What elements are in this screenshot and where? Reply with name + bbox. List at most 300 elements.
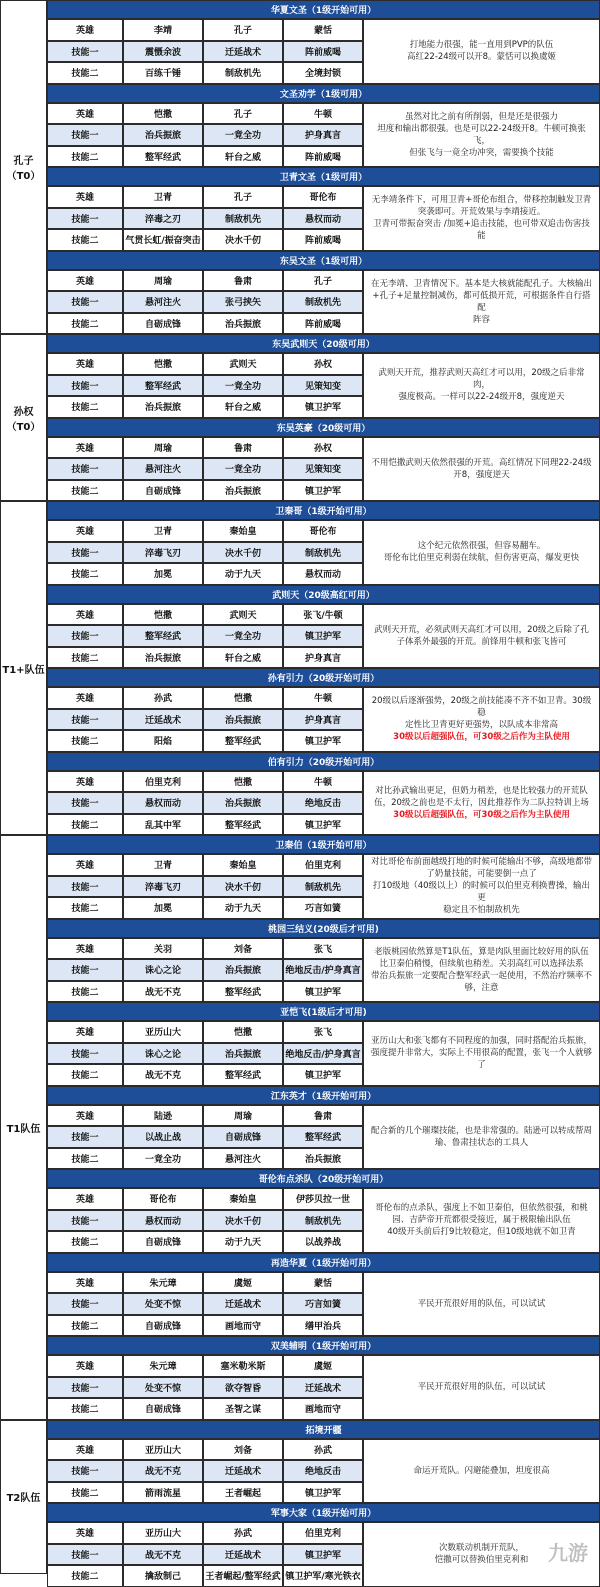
- hero-or-skill-cell: 绝地反击: [283, 1460, 363, 1482]
- hero-or-skill-cell: 镇卫护军: [283, 730, 363, 752]
- hero-or-skill-cell: 迁延战术: [123, 709, 203, 731]
- row-label: 英雄: [47, 353, 123, 375]
- row-label: 技能一: [47, 1293, 123, 1315]
- hero-or-skill-cell: 武则天: [203, 604, 283, 626]
- description-line: 打10级地（40级以上）的时候可以伯里克利换曹操，输出更: [372, 881, 591, 904]
- description-line: 了奶量技能，可能要倒一点了: [426, 869, 537, 880]
- hero-or-skill-cell: 孔子: [283, 270, 363, 292]
- hero-or-skill-cell: 镇卫护军: [283, 480, 363, 502]
- hero-or-skill-cell: 孔子: [203, 103, 283, 125]
- hero-or-skill-cell: 周瑜: [123, 437, 203, 459]
- hero-or-skill-cell: 缮甲治兵: [283, 1315, 363, 1337]
- hero-or-skill-cell: 整军经武: [123, 375, 203, 397]
- hero-or-skill-cell: 治兵振旅: [123, 647, 203, 669]
- hero-or-skill-cell: 镇卫护军: [283, 1482, 363, 1504]
- hero-or-skill-cell: 蒙恬: [283, 1272, 363, 1294]
- hero-or-skill-cell: 悬权而动: [283, 208, 363, 230]
- row-label: 技能二: [47, 897, 123, 919]
- description-line: 无李靖条件下，可用卫青+哥伦布组合，带移控制触发卫青: [371, 195, 592, 206]
- row-label: 英雄: [47, 854, 123, 876]
- hero-or-skill-cell: 牛顿: [283, 687, 363, 709]
- hero-or-skill-cell: 加冕: [123, 563, 203, 585]
- hero-or-skill-cell: 周瑜: [123, 270, 203, 292]
- team-title: 武则天（20级高红可用）: [47, 585, 600, 604]
- team-description: [363, 270, 600, 335]
- description-line: 卫青可带振奋突击 /加冕+追击技能，也可带双追击伤害技能: [373, 219, 590, 242]
- team-description: [363, 186, 600, 251]
- hero-or-skill-cell: 制敌机先: [283, 291, 363, 313]
- hero-or-skill-cell: 刘备: [203, 938, 283, 960]
- row-label: 英雄: [47, 1272, 123, 1294]
- description-line: 对比哥伦布前面越级打地的时候可能输出不够，高级地都带: [370, 857, 592, 868]
- hero-or-skill-cell: 武则天: [203, 353, 283, 375]
- team-description: [363, 1439, 600, 1504]
- hero-or-skill-cell: 战无不克: [123, 1064, 203, 1086]
- description-line: 打地能力很强，能一直用到PVP的队伍: [409, 40, 554, 51]
- row-label: 技能二: [47, 480, 123, 502]
- hero-or-skill-cell: 百练千锤: [123, 62, 203, 84]
- description-line: 哥伦布的点杀队，强度上不如卫秦伯，但依然很强，和桃: [375, 1203, 588, 1214]
- hero-or-skill-cell: 卫青: [123, 186, 203, 208]
- row-label: 英雄: [47, 520, 123, 542]
- description-line: 比卫秦伯稍慢，但续航也稍差。关羽高红可以选择法系: [379, 958, 584, 969]
- hero-or-skill-cell: 治兵振旅: [203, 959, 283, 981]
- description-line: 哥伦布比伯里克利弱在续航，但伤害更高，爆发更快: [383, 553, 580, 564]
- hero-or-skill-cell: 镇卫护军/寒光铁衣: [283, 1565, 363, 1587]
- team-description: [363, 1188, 600, 1253]
- team-title: 文圣劝学（1级可用）: [47, 84, 600, 103]
- hero-or-skill-cell: 处变不惊: [123, 1293, 203, 1315]
- hero-or-skill-cell: 制敌机先: [203, 62, 283, 84]
- hero-or-skill-cell: 鲁肃: [283, 1105, 363, 1127]
- row-label: 技能一: [47, 1377, 123, 1399]
- description-line: 突袭即可。开荒效果与李靖接近。: [417, 207, 546, 218]
- hero-or-skill-cell: 哥伦布: [283, 520, 363, 542]
- row-label: 技能二: [47, 1398, 123, 1420]
- hero-or-skill-cell: 孔子: [203, 19, 283, 41]
- row-label: 英雄: [47, 1522, 123, 1544]
- hero-or-skill-cell: 巧言如簧: [283, 1293, 363, 1315]
- row-label: 技能一: [47, 375, 123, 397]
- hero-or-skill-cell: 整军经武: [203, 814, 283, 836]
- hero-or-skill-cell: 镇卫护军: [283, 396, 363, 418]
- hero-or-skill-cell: 自砺成锋: [123, 1231, 203, 1253]
- hero-or-skill-cell: 轩台之威: [203, 647, 283, 669]
- hero-or-skill-cell: 护身真言: [283, 124, 363, 146]
- description-line: 开8，强度逆天: [453, 469, 510, 480]
- hero-or-skill-cell: 孔子: [203, 186, 283, 208]
- hero-or-skill-cell: 自砺成锋: [123, 313, 203, 335]
- row-label: 技能二: [47, 730, 123, 752]
- description-line: 虽然对比之前有所削弱，但是还是很强力: [404, 111, 558, 122]
- hero-or-skill-cell: 悬河注火: [123, 458, 203, 480]
- row-label: 技能一: [47, 959, 123, 981]
- row-label: 英雄: [47, 1355, 123, 1377]
- hero-or-skill-cell: 恺撒: [123, 604, 203, 626]
- row-label: 技能一: [47, 208, 123, 230]
- description-line: 阵容: [472, 314, 490, 325]
- row-label: 技能一: [47, 124, 123, 146]
- hero-or-skill-cell: 治兵振旅: [203, 709, 283, 731]
- hero-or-skill-cell: 诛心之论: [123, 959, 203, 981]
- team-description: [363, 1021, 600, 1086]
- hero-or-skill-cell: 张飞: [283, 938, 363, 960]
- team-title: 伯有引力（20级开始可用）: [47, 752, 600, 771]
- hero-or-skill-cell: 治兵振旅: [203, 480, 283, 502]
- hero-or-skill-cell: 巧言如簧: [283, 897, 363, 919]
- hero-or-skill-cell: 战无不克: [123, 1460, 203, 1482]
- hero-or-skill-cell: 自砺成锋: [203, 1126, 283, 1148]
- hero-or-skill-cell: 哥伦布: [123, 1188, 203, 1210]
- hero-or-skill-cell: 牛顿: [283, 771, 363, 793]
- hero-or-skill-cell: 亚历山大: [123, 1021, 203, 1043]
- hero-or-skill-cell: 亚历山大: [123, 1439, 203, 1461]
- description-line: 伍，20级之前也是不太行，因此推荐作为二队拉特训上场: [374, 797, 589, 808]
- hero-or-skill-cell: 整军经武: [203, 730, 283, 752]
- description-line: 平民开荒很好用的队伍，可以试试: [417, 1298, 546, 1309]
- hero-or-skill-cell: 轩台之威: [203, 146, 283, 168]
- hero-or-skill-cell: 以战止战: [123, 1126, 203, 1148]
- hero-or-skill-cell: 迁延战术: [203, 1544, 283, 1566]
- hero-or-skill-cell: 乱其中军: [123, 814, 203, 836]
- hero-or-skill-cell: 自砺成锋: [123, 1398, 203, 1420]
- hero-or-skill-cell: 恺撒: [203, 687, 283, 709]
- hero-or-skill-cell: 自砺成锋: [123, 1315, 203, 1337]
- group-label: T1+队伍: [0, 501, 47, 835]
- row-label: 技能二: [47, 62, 123, 84]
- team-description: [363, 604, 600, 669]
- hero-or-skill-cell: 护身真言: [283, 709, 363, 731]
- team-title: 桃园三结义(20级后才可用): [47, 919, 600, 938]
- row-label: 英雄: [47, 604, 123, 626]
- team-title: 卫秦伯（1级开始可用）: [47, 835, 600, 854]
- hero-or-skill-cell: 淬毒飞刃: [123, 542, 203, 564]
- description-line: 坦度和输出都很强。也是可以22-24级开8。牛顿可换张飞，: [377, 123, 586, 146]
- row-label: 技能一: [47, 1043, 123, 1065]
- description-highlight: 30级以后超强队伍，可30级之后作为主队使用: [393, 732, 570, 743]
- description-line: 恺撒可以替换伯里克利和: [434, 1555, 529, 1566]
- hero-or-skill-cell: 自砺成锋: [123, 480, 203, 502]
- description-line: 强度提升非常大，实际上不用很高的配置，张飞一个人就够了: [370, 1048, 592, 1071]
- hero-or-skill-cell: 治兵振旅: [203, 792, 283, 814]
- hero-or-skill-cell: 决水千仞: [203, 1210, 283, 1232]
- hero-or-skill-cell: 擒敌制己: [123, 1565, 203, 1587]
- hero-or-skill-cell: 圣智之谋: [203, 1398, 283, 1420]
- row-label: 技能二: [47, 1148, 123, 1170]
- hero-or-skill-cell: 整军经武: [123, 625, 203, 647]
- hero-or-skill-cell: 迁延战术: [203, 1293, 283, 1315]
- hero-or-skill-cell: 迁延战术: [283, 1377, 363, 1399]
- hero-or-skill-cell: 震慑余波: [123, 41, 203, 63]
- hero-or-skill-cell: 关羽: [123, 938, 203, 960]
- hero-or-skill-cell: 动于九天: [203, 563, 283, 585]
- row-label: 技能一: [47, 792, 123, 814]
- description-line: 但张飞与一竟全功冲突，需要换个技能: [409, 147, 554, 158]
- row-label: 英雄: [47, 437, 123, 459]
- hero-or-skill-cell: 护身真言: [283, 647, 363, 669]
- hero-or-skill-cell: 淬毒飞刃: [123, 876, 203, 898]
- hero-or-skill-cell: 一竟全功: [203, 375, 283, 397]
- description-line: 高红22-24级可以开8。蒙恬可以换虞姬: [406, 52, 557, 63]
- row-label: 英雄: [47, 1439, 123, 1461]
- team-title: 亚恺飞(1级后才可用): [47, 1002, 600, 1021]
- team-description: [363, 938, 600, 1003]
- description-line: 配合新的几个璀璨技能，也是非常强的。陆逊可以转成帮周: [370, 1125, 592, 1136]
- team-description: [363, 19, 600, 84]
- hero-or-skill-cell: 阵前威喝: [283, 146, 363, 168]
- hero-or-skill-cell: 绝地反击: [283, 792, 363, 814]
- team-title: 孙有引力（20级开始可用）: [47, 668, 600, 687]
- hero-or-skill-cell: 悬权而动: [123, 792, 203, 814]
- hero-or-skill-cell: 动于九天: [203, 897, 283, 919]
- team-description: [363, 687, 600, 752]
- row-label: 技能一: [47, 41, 123, 63]
- hero-or-skill-cell: 制敌机先: [203, 208, 283, 230]
- hero-or-skill-cell: 孙权: [283, 437, 363, 459]
- hero-or-skill-cell: 决水千仞: [203, 876, 283, 898]
- row-label: 技能一: [47, 1544, 123, 1566]
- row-label: 技能一: [47, 291, 123, 313]
- hero-or-skill-cell: 张飞: [283, 1021, 363, 1043]
- site-watermark: 九游: [548, 1541, 588, 1565]
- description-highlight: 30级以后超强队伍，可30级之后作为主队使用: [393, 809, 570, 820]
- team-description: [363, 520, 600, 585]
- hero-or-skill-cell: 镇卫护军: [283, 814, 363, 836]
- team-description: [363, 1272, 600, 1337]
- team-title: 卫秦哥（1级开始可用）: [47, 501, 600, 520]
- hero-or-skill-cell: 治兵振旅: [123, 124, 203, 146]
- team-description: [363, 1105, 600, 1170]
- hero-or-skill-cell: 秦始皇: [203, 520, 283, 542]
- hero-or-skill-cell: 悬权而动: [123, 1210, 203, 1232]
- hero-or-skill-cell: 战无不克: [123, 981, 203, 1003]
- hero-or-skill-cell: 以战养战: [283, 1231, 363, 1253]
- hero-or-skill-cell: 欲夺智昏: [203, 1377, 283, 1399]
- group-label: 孙权（T0）: [0, 334, 47, 501]
- row-label: 技能一: [47, 458, 123, 480]
- hero-or-skill-cell: 孙权: [283, 353, 363, 375]
- description-line: 老版桃园依然算是T1队伍，算是肉队里面比较好用的队伍: [374, 946, 589, 957]
- team-description: [363, 1355, 600, 1420]
- hero-or-skill-cell: 虞姬: [203, 1272, 283, 1294]
- hero-or-skill-cell: 孙武: [123, 687, 203, 709]
- hero-or-skill-cell: 镇卫护军: [283, 981, 363, 1003]
- hero-or-skill-cell: 孙武: [283, 1439, 363, 1461]
- hero-or-skill-cell: 李靖: [123, 19, 203, 41]
- description-line: 不用恺撒武则天依然很强的开荒。高红情况下同理22-24级: [371, 457, 592, 468]
- team-title: 再造华夏（1级开始可用）: [47, 1253, 600, 1272]
- hero-or-skill-cell: 孙武: [203, 1522, 283, 1544]
- description-line: 次数联动机制开荒队，: [438, 1543, 524, 1554]
- row-label: 技能一: [47, 876, 123, 898]
- team-description: [363, 854, 600, 919]
- row-label: 技能一: [47, 625, 123, 647]
- row-label: 技能一: [47, 542, 123, 564]
- row-label: 技能二: [47, 981, 123, 1003]
- hero-or-skill-cell: 动于九天: [203, 1231, 283, 1253]
- row-label: 技能二: [47, 146, 123, 168]
- team-description: [363, 771, 600, 836]
- hero-or-skill-cell: 一竟全功: [203, 458, 283, 480]
- hero-or-skill-cell: 整军经武: [203, 1064, 283, 1086]
- hero-or-skill-cell: 战无不克: [123, 1544, 203, 1566]
- row-label: 技能二: [47, 396, 123, 418]
- description-line: 平民开荒很好用的队伍，可以试试: [417, 1382, 546, 1393]
- description-line: 武则天开荒，必须武则天高红才可以用，20级之后除了孔: [374, 624, 589, 635]
- team-description: [363, 353, 600, 418]
- row-label: 英雄: [47, 938, 123, 960]
- hero-or-skill-cell: 镇卫护军: [283, 1544, 363, 1566]
- hero-or-skill-cell: 恺撒: [123, 353, 203, 375]
- description-line: 园、吉萨帝开荒都很受接近，属于极限输出队伍: [392, 1215, 571, 1226]
- description-line: 命运开荒队。闪避能叠加，坦度很高: [413, 1465, 550, 1476]
- hero-or-skill-cell: 诛心之论: [123, 1043, 203, 1065]
- row-label: 英雄: [47, 771, 123, 793]
- hero-or-skill-cell: 王者崛起/整军经武: [203, 1565, 283, 1587]
- description-line: 20级以后逐渐强势，20级之前技能凑不齐不如卫青。30级稳: [371, 696, 592, 719]
- hero-or-skill-cell: 整军经武: [123, 146, 203, 168]
- hero-or-skill-cell: 王者崛起: [203, 1482, 283, 1504]
- hero-or-skill-cell: 处变不惊: [123, 1377, 203, 1399]
- hero-or-skill-cell: 加冕: [123, 897, 203, 919]
- hero-or-skill-cell: 伯里克利: [283, 854, 363, 876]
- hero-or-skill-cell: 绝地反击/护身真言: [283, 1043, 363, 1065]
- group-label: T2队伍: [0, 1420, 47, 1575]
- hero-or-skill-cell: 决水千仞: [203, 229, 283, 251]
- hero-or-skill-cell: 卫青: [123, 520, 203, 542]
- hero-or-skill-cell: 塞米勒米斯: [203, 1355, 283, 1377]
- hero-or-skill-cell: 虞姬: [283, 1355, 363, 1377]
- row-label: 技能二: [47, 313, 123, 335]
- hero-or-skill-cell: 治兵振旅: [283, 1148, 363, 1170]
- hero-or-skill-cell: 整军经武: [203, 981, 283, 1003]
- row-label: 技能二: [47, 1064, 123, 1086]
- team-title: 东吴英豪（20级可用）: [47, 418, 600, 437]
- row-label: 技能二: [47, 647, 123, 669]
- team-description: [363, 103, 600, 168]
- hero-or-skill-cell: 一竟全功: [203, 625, 283, 647]
- hero-or-skill-cell: 鲁肃: [203, 437, 283, 459]
- description-line: 40级开头前后打9比较稳定，但10级地就不如卫青: [387, 1227, 576, 1238]
- hero-or-skill-cell: 悬河注火: [123, 291, 203, 313]
- row-label: 技能二: [47, 1482, 123, 1504]
- hero-or-skill-cell: 周瑜: [203, 1105, 283, 1127]
- team-title: 江东英才（1级开始可用）: [47, 1086, 600, 1105]
- hero-or-skill-cell: 治兵振旅: [123, 396, 203, 418]
- hero-or-skill-cell: 决水千仞: [203, 542, 283, 564]
- row-label: 英雄: [47, 1021, 123, 1043]
- description-line: 带治兵振旅一定要配合整军经武一起使用，不然治疗频率不: [370, 970, 592, 981]
- hero-or-skill-cell: 蒙恬: [283, 19, 363, 41]
- team-title: 双美辅明（1级开始可用）: [47, 1336, 600, 1355]
- hero-or-skill-cell: 治兵振旅: [203, 1043, 283, 1065]
- hero-or-skill-cell: 制敌机先: [283, 876, 363, 898]
- description-line: 亚历山大和张飞都有不同程度的加强，同时搭配治兵振旅，: [370, 1036, 592, 1047]
- description-line: 瑜、鲁肃挂状态的工具人: [434, 1137, 529, 1148]
- row-label: 技能二: [47, 814, 123, 836]
- hero-or-skill-cell: 阳焰: [123, 730, 203, 752]
- row-label: 英雄: [47, 186, 123, 208]
- hero-or-skill-cell: 见策知变: [283, 375, 363, 397]
- hero-or-skill-cell: 恺撒: [203, 1021, 283, 1043]
- team-title: 军事大家（1级开始可用）: [47, 1503, 600, 1522]
- hero-or-skill-cell: 恺撒: [203, 771, 283, 793]
- hero-or-skill-cell: 哥伦布: [283, 186, 363, 208]
- hero-or-skill-cell: 迁延战术: [203, 1460, 283, 1482]
- hero-or-skill-cell: 朱元璋: [123, 1272, 203, 1294]
- hero-or-skill-cell: 阵前威喝: [283, 229, 363, 251]
- row-label: 英雄: [47, 687, 123, 709]
- group-label: 孔子（T0）: [0, 0, 47, 334]
- team-title: 东吴武则天（20级可用）: [47, 334, 600, 353]
- row-label: 技能二: [47, 563, 123, 585]
- hero-or-skill-cell: 淬毒之刃: [123, 208, 203, 230]
- hero-or-skill-cell: 张飞/牛顿: [283, 604, 363, 626]
- hero-or-skill-cell: 一竟全功: [123, 1148, 203, 1170]
- team-title: 华夏文圣（1级开始可用）: [47, 0, 600, 19]
- hero-or-skill-cell: 牛顿: [283, 103, 363, 125]
- hero-or-skill-cell: 朱元璋: [123, 1355, 203, 1377]
- description-line: 强度极高。一样可以22-24级开8，强度逆天: [398, 392, 565, 403]
- hero-or-skill-cell: 见策知变: [283, 458, 363, 480]
- row-label: 英雄: [47, 270, 123, 292]
- hero-or-skill-cell: 治兵振旅: [203, 313, 283, 335]
- hero-or-skill-cell: 镇卫护军: [283, 625, 363, 647]
- row-label: 英雄: [47, 1188, 123, 1210]
- hero-or-skill-cell: 卫青: [123, 854, 203, 876]
- row-label: 技能二: [47, 1315, 123, 1337]
- hero-or-skill-cell: 悬河注火: [203, 1148, 283, 1170]
- hero-or-skill-cell: 悬权而动: [283, 563, 363, 585]
- description-line: 在无李靖、卫青情况下。基本是大核就能配孔子。大核输出: [370, 278, 592, 289]
- hero-or-skill-cell: 恺撒: [123, 103, 203, 125]
- hero-or-skill-cell: 绝地反击/护身真言: [283, 959, 363, 981]
- hero-or-skill-cell: 阵前威喝: [283, 41, 363, 63]
- hero-or-skill-cell: 陆逊: [123, 1105, 203, 1127]
- row-label: 英雄: [47, 19, 123, 41]
- hero-or-skill-cell: 伊莎贝拉一世: [283, 1188, 363, 1210]
- row-label: 技能二: [47, 1565, 123, 1587]
- hero-or-skill-cell: 秦始皇: [203, 1188, 283, 1210]
- description-line: 武则天开荒，推荐武则天高红才可以用，20级之后非常肉，: [378, 368, 585, 391]
- hero-or-skill-cell: 画地而守: [283, 1398, 363, 1420]
- team-description: [363, 437, 600, 502]
- hero-or-skill-cell: 张弓挟矢: [203, 291, 283, 313]
- description-line: 稳定且不怕制敌机先: [443, 905, 520, 916]
- description-line: 子体系外最强的开荒。前锋用牛顿和张飞皆可: [396, 636, 567, 647]
- row-label: 英雄: [47, 103, 123, 125]
- row-label: 英雄: [47, 1105, 123, 1127]
- team-title: 哥伦布点杀队（20级开始可用）: [47, 1169, 600, 1188]
- hero-or-skill-cell: 一竟全功: [203, 124, 283, 146]
- hero-or-skill-cell: 制敌机先: [283, 542, 363, 564]
- row-label: 技能一: [47, 709, 123, 731]
- team-title: 东吴文圣（1级可用）: [47, 251, 600, 270]
- hero-or-skill-cell: 秦始皇: [203, 854, 283, 876]
- hero-or-skill-cell: 制敌机先: [283, 1210, 363, 1232]
- row-label: 技能一: [47, 1460, 123, 1482]
- hero-or-skill-cell: 鲁肃: [203, 270, 283, 292]
- row-label: 技能一: [47, 1126, 123, 1148]
- team-title: 拓境开疆: [47, 1420, 600, 1439]
- hero-or-skill-cell: 箭雨流星: [123, 1482, 203, 1504]
- hero-or-skill-cell: 轩台之威: [203, 396, 283, 418]
- hero-or-skill-cell: 亚历山大: [123, 1522, 203, 1544]
- hero-or-skill-cell: 全境封锁: [283, 62, 363, 84]
- team-title: 卫青文圣（1级可用）: [47, 167, 600, 186]
- hero-or-skill-cell: 迁延战术: [203, 41, 283, 63]
- group-label: T1队伍: [0, 835, 47, 1420]
